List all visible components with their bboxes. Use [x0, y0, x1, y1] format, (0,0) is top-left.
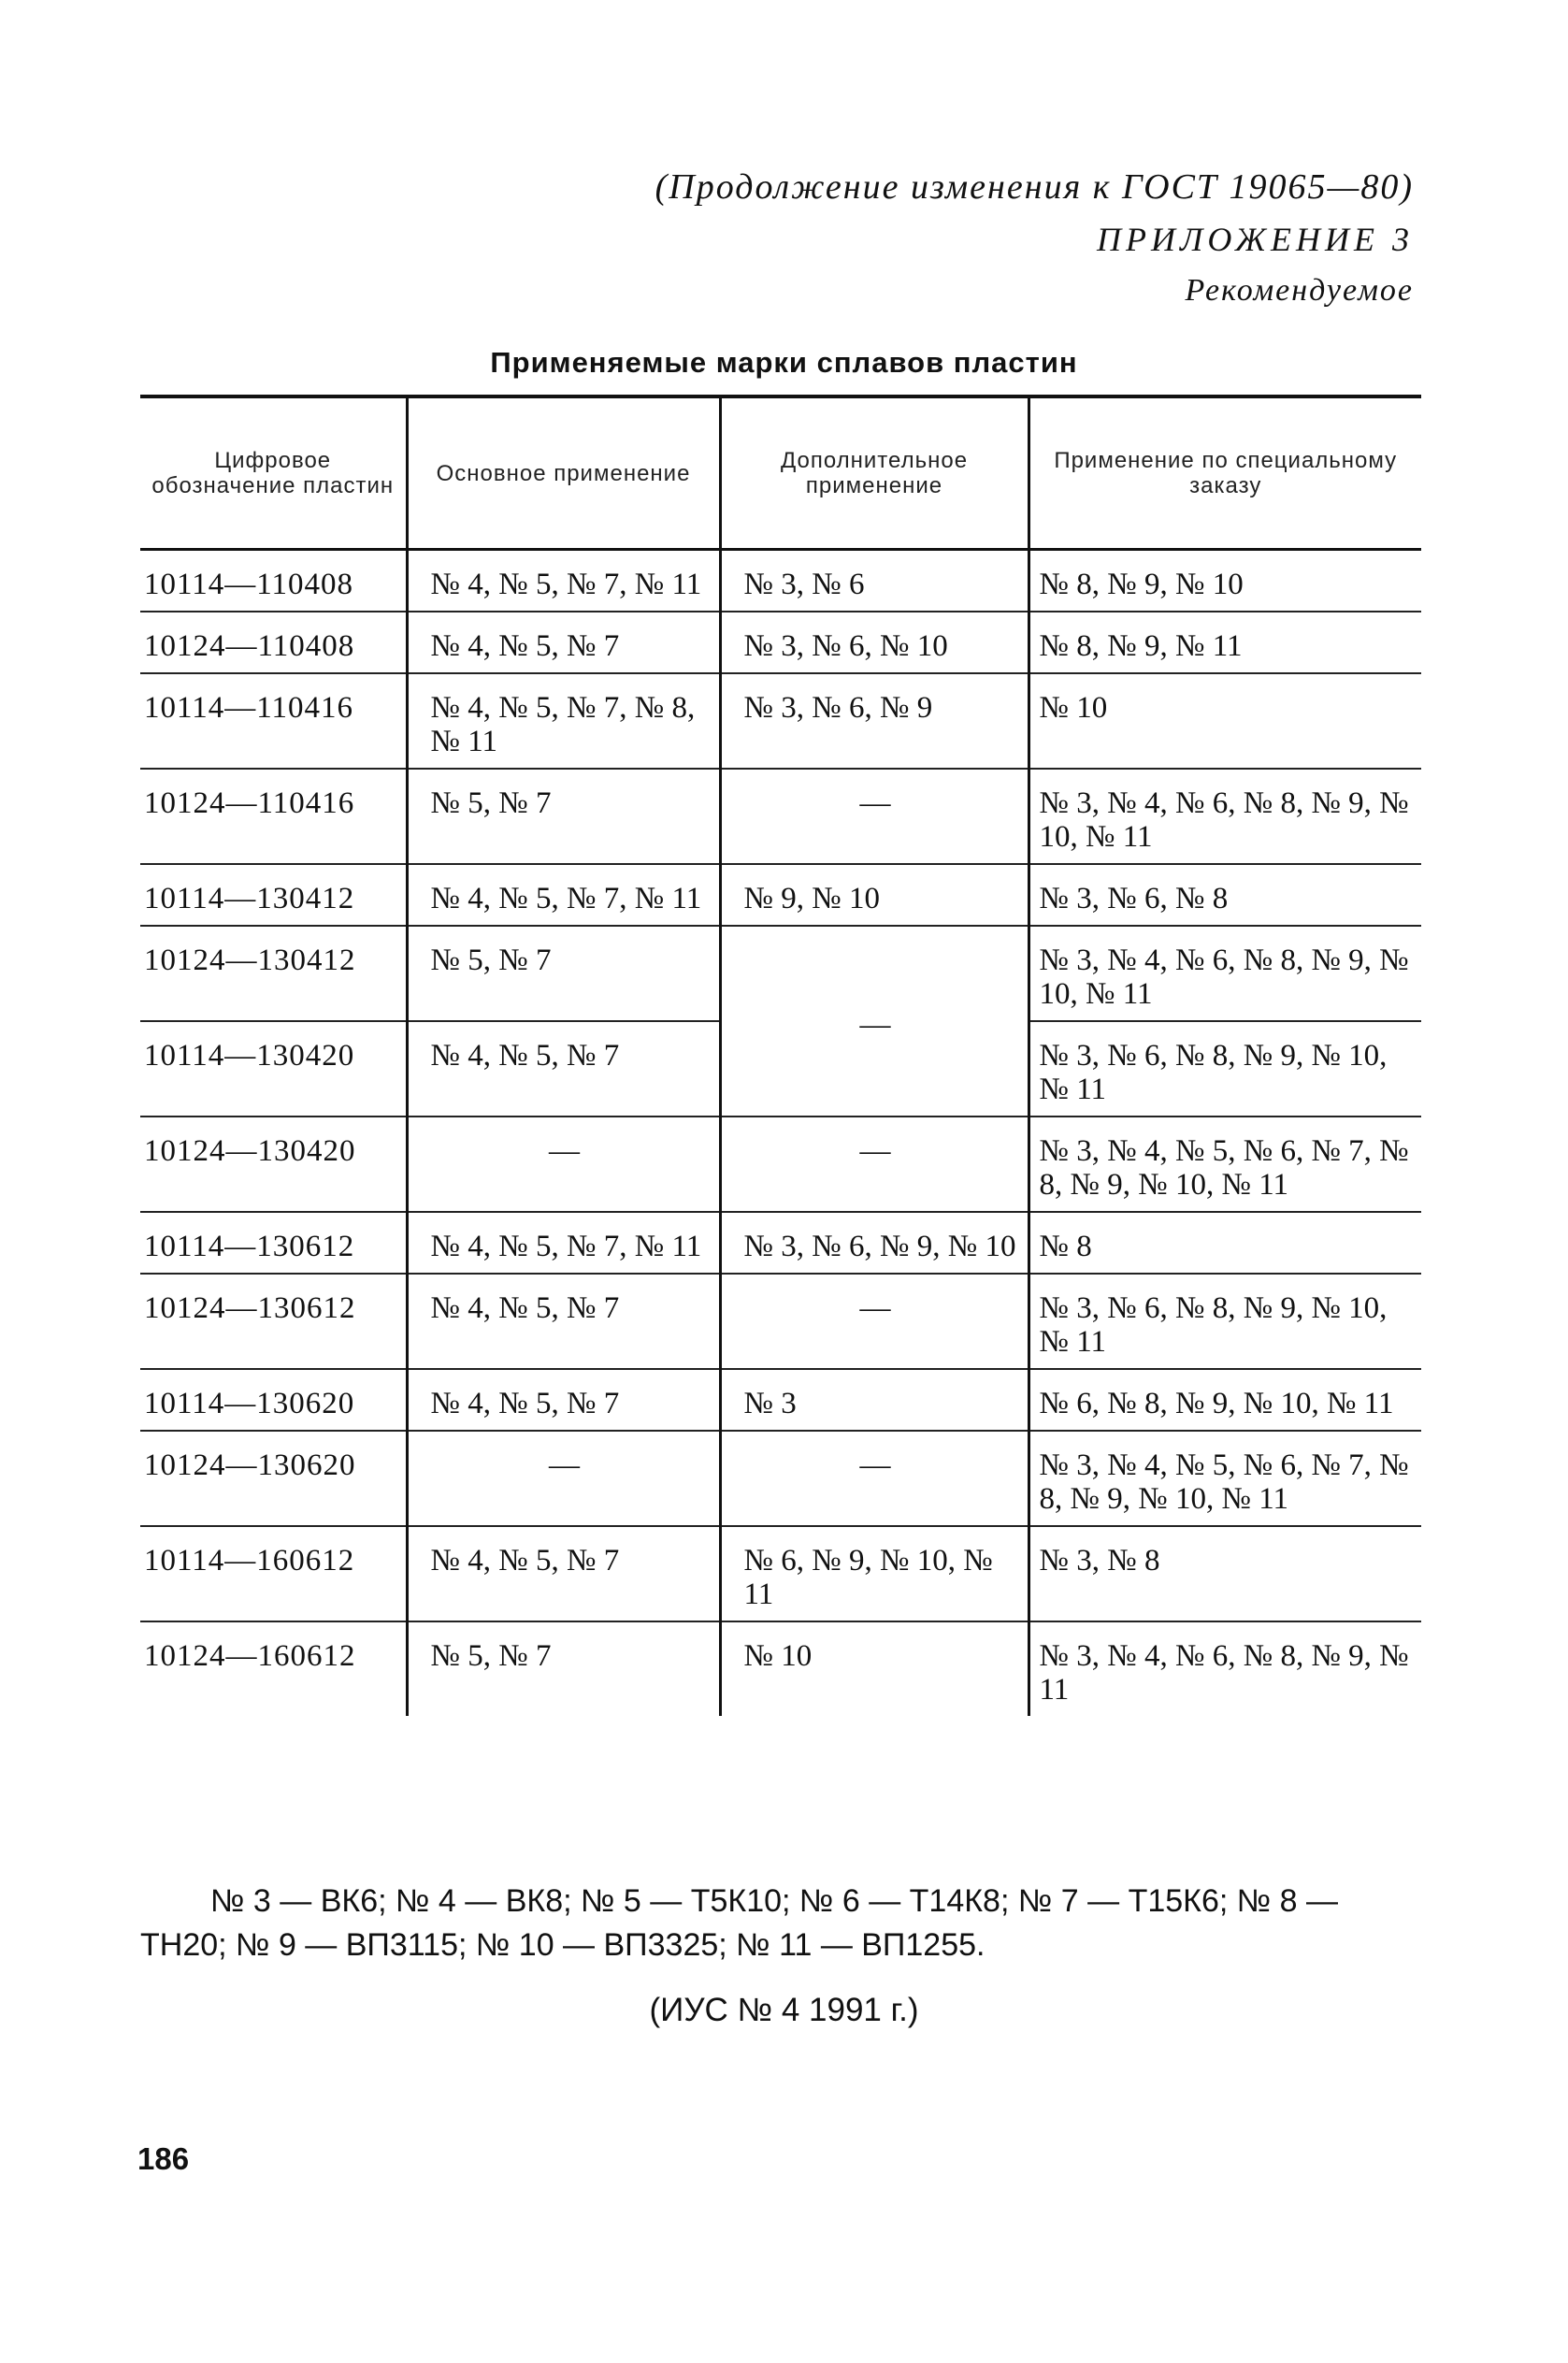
table-header-row [140, 396, 1421, 550]
special-order-cell: № 3, № 6, № 8, № 9, № 10, № 11 [1029, 1274, 1421, 1369]
additional-use-cell: — [720, 769, 1029, 864]
table-row [140, 612, 1421, 673]
appendix-status: Рекомендуемое [1185, 273, 1414, 308]
additional-use-cell: — [720, 1274, 1029, 1369]
plate-designation: 10114—130612 [140, 1212, 407, 1274]
main-use-cell: № 5, № 7 [407, 769, 720, 864]
alloy-legend: № 3 — ВК6; № 4 — ВК8; № 5 — Т5К10; № 6 — Т14К8; № 7 — Т15К6; № 8 — ТН20; № 9 — ВП3115; № 10 — ВП3325; № 11 — ВП1255. [140, 1883, 1339, 1963]
special-order-cell: № 10 [1029, 673, 1421, 769]
column-header-designation: Цифровое обозначение пластин [140, 396, 407, 550]
page-number: 186 [137, 2141, 190, 2176]
plate-designation: 10124—130612 [140, 1274, 407, 1369]
plate-designation: 10124—110408 [140, 612, 407, 673]
main-use-cell: № 5, № 7 [407, 1621, 720, 1716]
special-order-cell: № 3, № 4, № 5, № 6, № 7, № 8, № 9, № 10, № 11 [1029, 1431, 1421, 1526]
special-order-cell: № 3, № 6, № 8, № 9, № 10, № 11 [1029, 1021, 1421, 1117]
main-use-cell: № 4, № 5, № 7, № 11 [407, 1212, 720, 1274]
additional-use-cell: № 3, № 6 [720, 550, 1029, 612]
additional-use-cell: № 3, № 6, № 10 [720, 612, 1029, 673]
main-use-cell: № 4, № 5, № 7, № 11 [407, 550, 720, 612]
special-order-cell: № 3, № 4, № 6, № 8, № 9, № 11 [1029, 1621, 1421, 1716]
special-order-cell: № 3, № 4, № 6, № 8, № 9, № 10, № 11 [1029, 926, 1421, 1021]
table-row [140, 1431, 1421, 1526]
additional-use-cell: № 3, № 6, № 9 [720, 673, 1029, 769]
column-header-special-order: Применение по специальному заказу [1029, 396, 1421, 550]
column-header-main-use: Основное применение [407, 396, 720, 550]
table-row [140, 1526, 1421, 1621]
source-reference: (ИУС № 4 1991 г.) [649, 1992, 919, 2028]
additional-use-cell: № 6, № 9, № 10, № 11 [720, 1526, 1029, 1621]
appendix-heading: ПРИЛОЖЕНИЕ 3 [1097, 221, 1414, 258]
special-order-cell: № 3, № 8 [1029, 1526, 1421, 1621]
main-use-cell: № 4, № 5, № 7 [407, 1274, 720, 1369]
main-use-cell: № 4, № 5, № 7, № 8, № 11 [407, 673, 720, 769]
plate-designation: 10114—130412 [140, 864, 407, 926]
special-order-cell: № 3, № 6, № 8 [1029, 864, 1421, 926]
table-row [140, 926, 1421, 1021]
additional-use-cell: № 3, № 6, № 9, № 10 [720, 1212, 1029, 1274]
additional-use-cell: № 9, № 10 [720, 864, 1029, 926]
main-use-cell: № 5, № 7 [407, 926, 720, 1021]
main-use-cell: — [407, 1431, 720, 1526]
main-use-cell: № 4, № 5, № 7, № 11 [407, 864, 720, 926]
continuation-note: (Продолжение изменения к ГОСТ 19065—80) [655, 167, 1414, 207]
main-use-cell: — [407, 1117, 720, 1212]
plate-designation: 10124—130412 [140, 926, 407, 1021]
additional-use-cell: — [720, 1431, 1029, 1526]
alloy-grades-table [140, 395, 1421, 1716]
plate-designation: 10114—130620 [140, 1369, 407, 1431]
table-row [140, 769, 1421, 864]
main-use-cell: № 4, № 5, № 7 [407, 1369, 720, 1431]
table-row [140, 1274, 1421, 1369]
plate-designation: 10124—130420 [140, 1117, 407, 1212]
special-order-cell: № 8 [1029, 1212, 1421, 1274]
table-row [140, 1212, 1421, 1274]
table-row [140, 1369, 1421, 1431]
table-row [140, 1621, 1421, 1716]
plate-designation: 10124—130620 [140, 1431, 407, 1526]
additional-use-cell: № 3 [720, 1369, 1029, 1431]
plate-designation: 10124—110416 [140, 769, 407, 864]
column-header-additional-use: Дополнительное применение [720, 396, 1029, 550]
special-order-cell: № 3, № 4, № 5, № 6, № 7, № 8, № 9, № 10, № 11 [1029, 1117, 1421, 1212]
main-use-cell: № 4, № 5, № 7 [407, 1021, 720, 1117]
plate-designation: 10124—160612 [144, 1639, 356, 1673]
special-order-cell: № 3, № 4, № 6, № 8, № 9, № 10, № 11 [1029, 769, 1421, 864]
plate-designation: 10114—110416 [140, 673, 407, 769]
additional-use-cell: — [720, 1117, 1029, 1212]
plate-designation: 10114—160612 [140, 1526, 407, 1621]
special-order-cell: № 8, № 9, № 10 [1029, 550, 1421, 612]
main-use-cell: № 4, № 5, № 7 [407, 1526, 720, 1621]
table-row [140, 864, 1421, 926]
additional-use-cell: — [720, 926, 1029, 1117]
table-row [140, 550, 1421, 612]
additional-use-cell: № 10 [720, 1621, 1029, 1716]
special-order-cell: № 6, № 8, № 9, № 10, № 11 [1029, 1369, 1421, 1431]
special-order-cell: № 8, № 9, № 11 [1029, 612, 1421, 673]
table-title: Применяемые марки сплавов пластин [490, 346, 1078, 379]
table-row [140, 673, 1421, 769]
plate-designation: 10114—110408 [140, 550, 407, 612]
plate-designation: 10114—130420 [140, 1021, 407, 1117]
table-row [140, 1117, 1421, 1212]
main-use-cell: № 4, № 5, № 7 [407, 612, 720, 673]
